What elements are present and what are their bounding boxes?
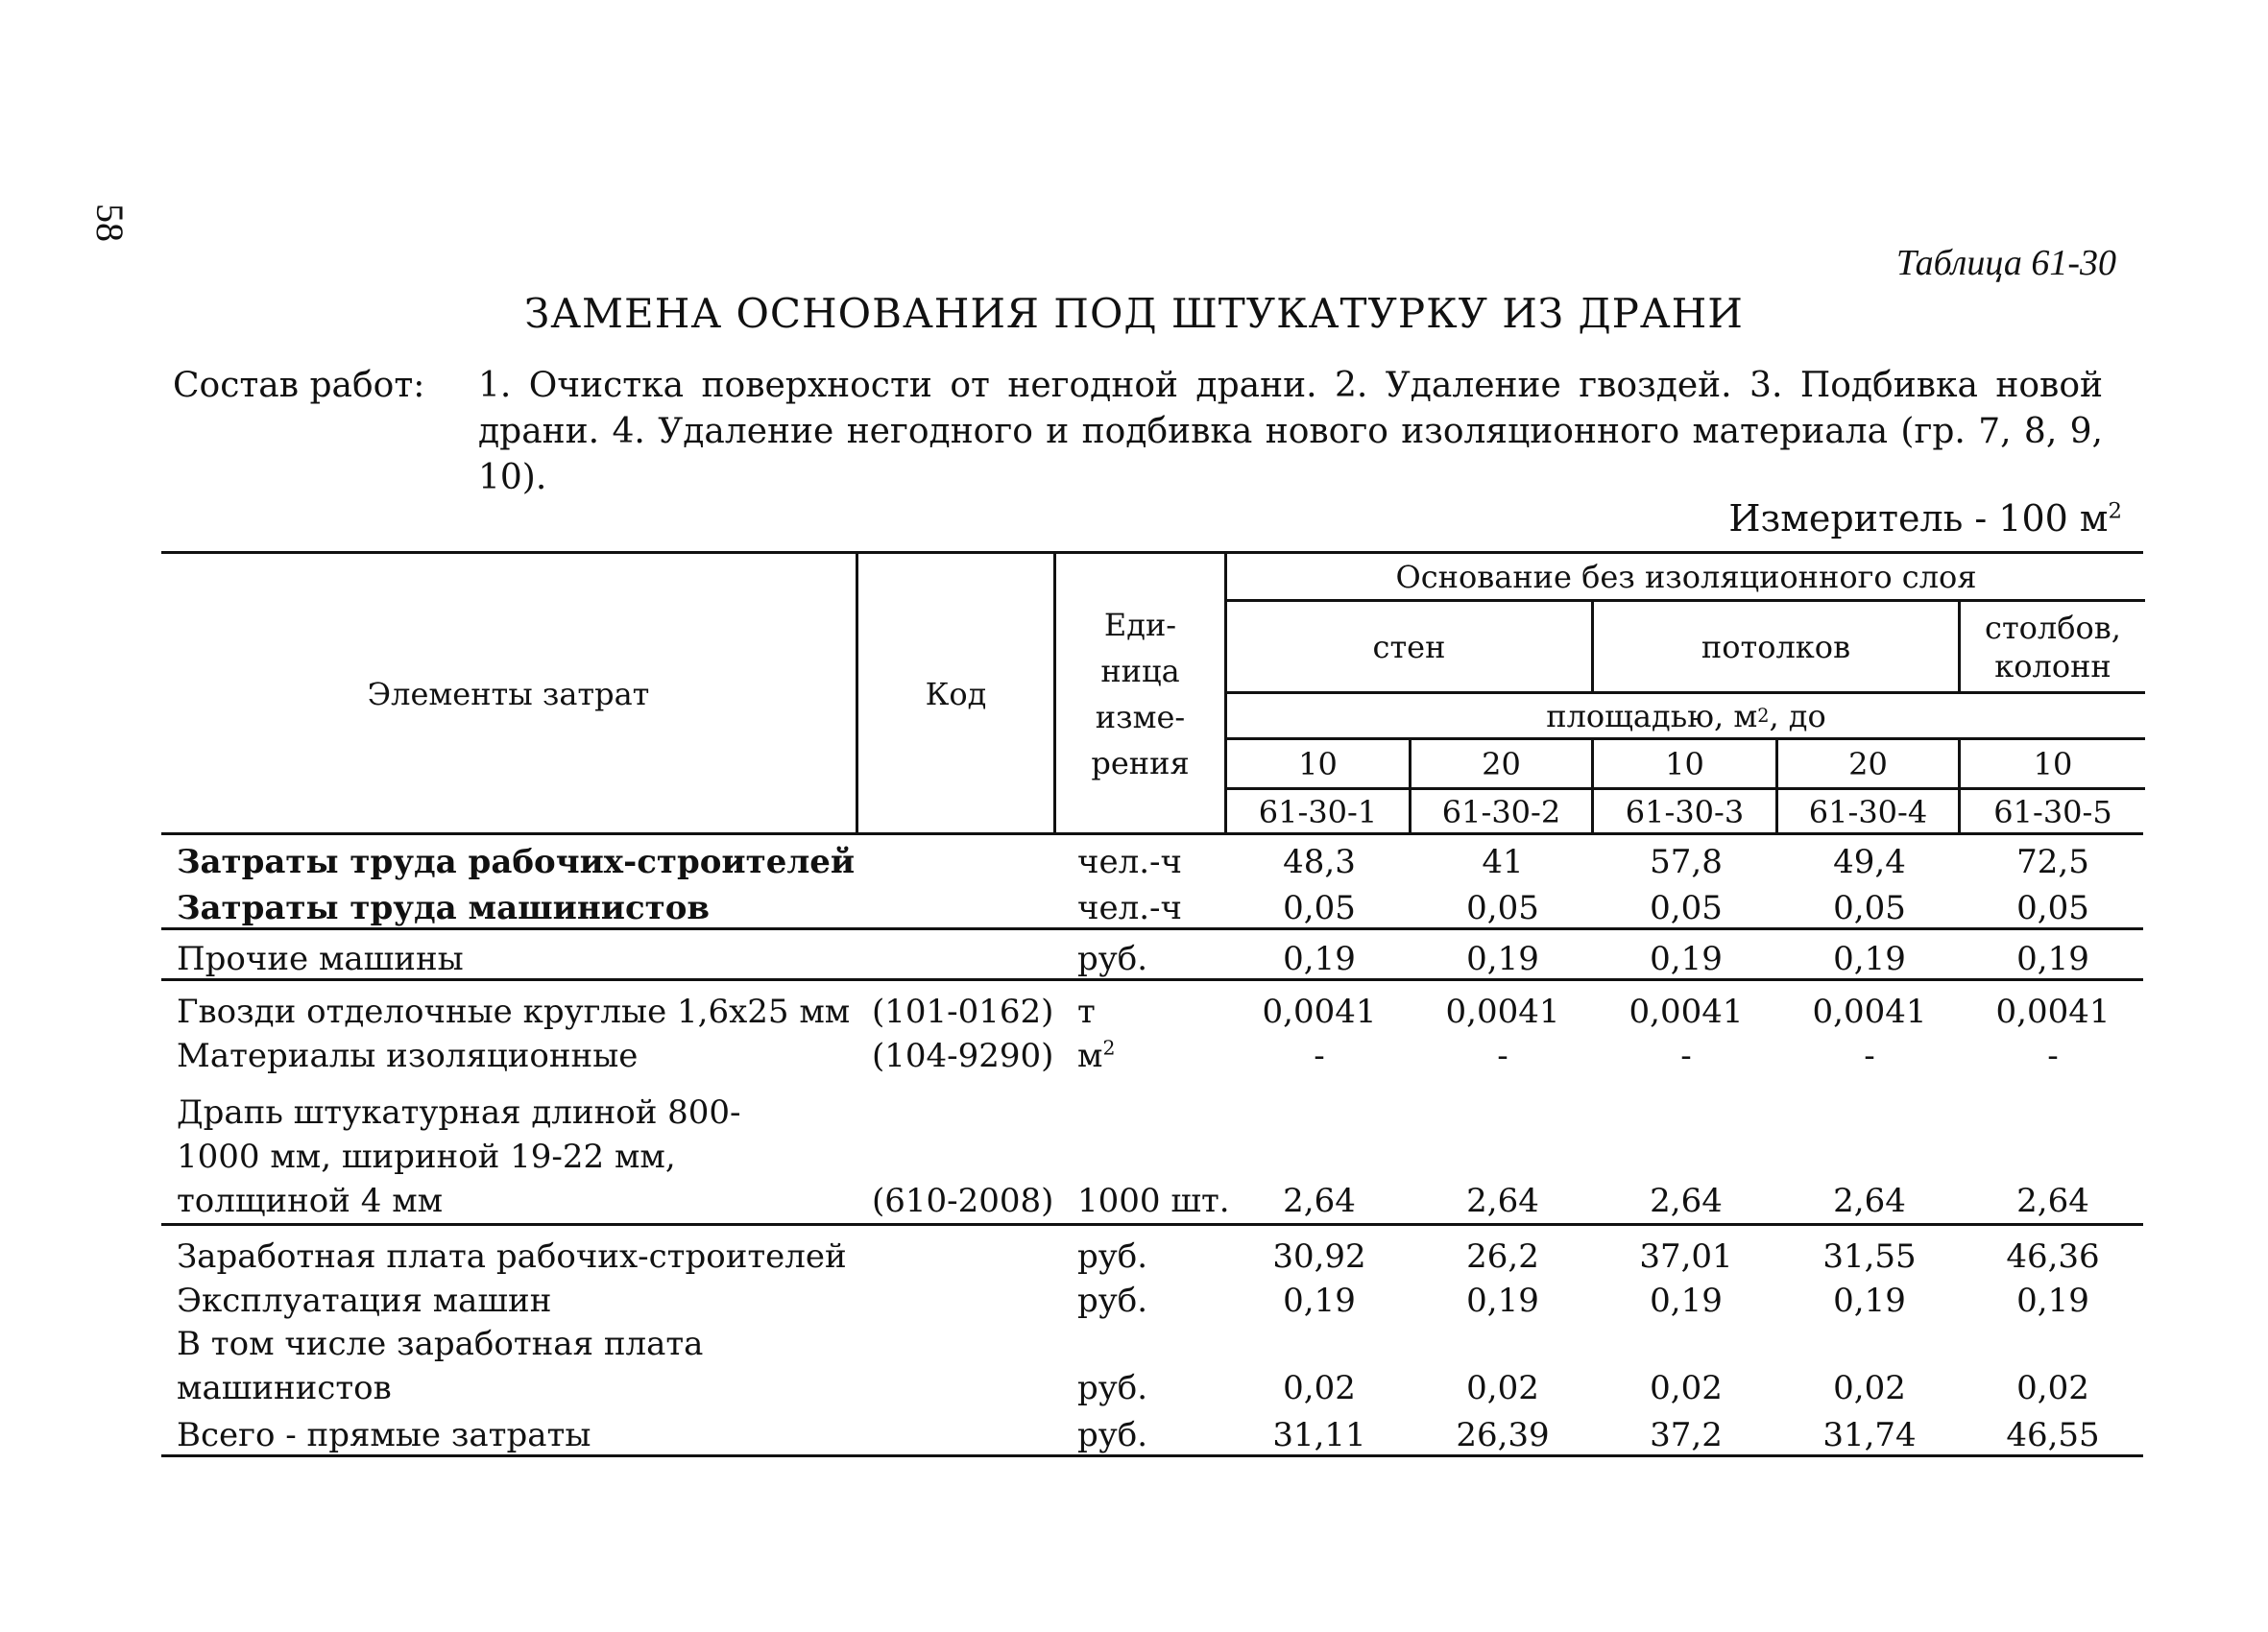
row-value: - xyxy=(1680,1037,1692,1075)
row-value: 49,4 xyxy=(1833,843,1906,881)
composition-text: 1. Очистка поверхности от негодной драни. 2. Удаление гвоздей. 3. Подбивка новой драни. 4. Удаление негодного и подбивка нового изоляционного материала (гр. 7, 8, 9, 10). xyxy=(478,366,2103,497)
row-value: 0,19 xyxy=(1466,940,1539,978)
row-value: 0,05 xyxy=(1283,889,1356,927)
header-norm-code: 61-30-5 xyxy=(1993,794,2112,830)
table-row xyxy=(161,1276,2143,1320)
row-value: 37,01 xyxy=(1639,1237,1733,1276)
table-row xyxy=(161,1031,2143,1075)
area-suffix: , до xyxy=(1769,697,1826,734)
row-value: 0,19 xyxy=(1650,1282,1723,1320)
row-name: Гвозди отделочные круглые 1,6x25 мм xyxy=(177,993,851,1031)
table-body xyxy=(161,835,2143,1457)
row-unit: руб. xyxy=(1077,1416,1148,1454)
row-code: (101-0162) xyxy=(872,993,1054,1031)
composition-label: Состав работ: xyxy=(173,366,425,405)
row-value: 0,02 xyxy=(1283,1369,1356,1407)
row-value: 0,02 xyxy=(1650,1369,1723,1407)
unit-sup: 2 xyxy=(1102,1036,1116,1060)
measure-unit xyxy=(1728,497,2122,540)
table-row xyxy=(161,835,2143,881)
header-unit: Еди-ница изме-рения xyxy=(1056,554,1227,834)
table-number: Таблица 61-30 xyxy=(1895,243,2116,283)
table-row xyxy=(161,881,2143,930)
row-value: 46,55 xyxy=(2006,1416,2100,1454)
row-value: - xyxy=(1497,1037,1508,1075)
row-value: 31,55 xyxy=(1822,1237,1917,1276)
row-unit xyxy=(1056,1037,1227,1075)
row-value: 0,05 xyxy=(2016,889,2089,927)
header-ceilings: потолков xyxy=(1594,602,1961,694)
row-name: В том числе заработная плата машинистов xyxy=(177,1325,704,1407)
row-value: - xyxy=(2047,1037,2059,1075)
header-area-value: 10 xyxy=(1227,740,1411,790)
row-code: (104-9290) xyxy=(872,1037,1054,1075)
row-value: - xyxy=(1314,1037,1325,1075)
row-value: 0,05 xyxy=(1833,889,1906,927)
row-unit: руб. xyxy=(1077,1369,1148,1407)
row-value: 30,92 xyxy=(1272,1237,1366,1276)
header-area: площадью, м 2 , до xyxy=(1227,694,2145,740)
area-prefix: площадью, м xyxy=(1546,697,1758,734)
table-row xyxy=(161,930,2143,981)
row-name: Всего - прямые затраты xyxy=(177,1416,591,1454)
row-unit: чел.-ч xyxy=(1077,889,1182,927)
row-value: 0,0041 xyxy=(1629,993,1744,1031)
row-unit: руб. xyxy=(1077,1282,1148,1320)
row-unit: т xyxy=(1077,993,1096,1031)
header-columns: столбов, колонн xyxy=(1961,602,2145,694)
row-value: 31,74 xyxy=(1822,1416,1917,1454)
header-walls: стен xyxy=(1227,602,1594,694)
row-name: Драпь штукатурная длиной 800-1000 мм, шириной 19-22 мм, толщиной 4 мм xyxy=(177,1093,741,1220)
header-area-value: 10 xyxy=(1961,740,2145,790)
row-value: 41 xyxy=(1482,843,1524,881)
row-value: 37,2 xyxy=(1650,1416,1723,1454)
work-composition xyxy=(173,363,2103,501)
row-name: Затраты труда машинистов xyxy=(177,889,711,927)
row-name: Материалы изоляционные xyxy=(177,1037,639,1075)
row-value: 0,0041 xyxy=(1995,993,2111,1031)
row-value: 31,11 xyxy=(1272,1416,1366,1454)
table-row xyxy=(161,1410,2143,1457)
header-norm-code: 61-30-2 xyxy=(1411,790,1594,834)
row-value: 0,19 xyxy=(2016,1282,2089,1320)
row-value: 26,2 xyxy=(1466,1237,1539,1276)
row-value: 0,19 xyxy=(1283,1282,1356,1320)
row-value: 0,19 xyxy=(1466,1282,1539,1320)
row-value: 0,05 xyxy=(1466,889,1539,927)
table-row xyxy=(161,981,2143,1031)
row-value: 0,19 xyxy=(1650,940,1723,978)
row-unit: руб. xyxy=(1077,1237,1148,1276)
row-code: (610-2008) xyxy=(872,1182,1054,1220)
page-title: ЗАМЕНА ОСНОВАНИЯ ПОД ШТУКАТУРКУ ИЗ ДРАНИ xyxy=(524,290,1744,337)
measure-sup: 2 xyxy=(2108,498,2122,524)
row-value: 2,64 xyxy=(2016,1182,2089,1220)
table-row xyxy=(161,1075,2143,1226)
row-name: Затраты труда рабочих-строителей xyxy=(177,843,856,881)
row-value: 0,19 xyxy=(1833,940,1906,978)
row-value: 0,05 xyxy=(1650,889,1723,927)
row-value: 2,64 xyxy=(1833,1182,1906,1220)
header-base: Основание без изоляционного слоя xyxy=(1227,554,2145,602)
row-value: 0,19 xyxy=(1283,940,1356,978)
row-unit: чел.-ч xyxy=(1077,843,1182,881)
row-value: - xyxy=(1864,1037,1875,1075)
table-header xyxy=(161,551,2143,835)
row-value: 48,3 xyxy=(1283,843,1356,881)
row-unit: 1000 шт. xyxy=(1077,1182,1230,1220)
table-row xyxy=(161,1320,2143,1410)
header-area-value: 20 xyxy=(1411,740,1594,790)
row-name: Прочие машины xyxy=(177,940,464,978)
table-row xyxy=(161,1226,2143,1276)
row-value: 0,19 xyxy=(1833,1282,1906,1320)
row-value: 26,39 xyxy=(1456,1416,1550,1454)
header-norm-code: 61-30-1 xyxy=(1227,790,1411,834)
row-value: 2,64 xyxy=(1283,1182,1356,1220)
header-code: Код xyxy=(858,554,1056,834)
measure-text: Измеритель - 100 м xyxy=(1728,497,2109,540)
header-norm-code: 61-30-4 xyxy=(1778,790,1961,834)
row-unit: руб. xyxy=(1077,940,1148,978)
row-value: 0,19 xyxy=(2016,940,2089,978)
unit-text: м xyxy=(1077,1037,1103,1075)
header-area-value: 10 xyxy=(1594,740,1778,790)
row-value: 46,36 xyxy=(2006,1237,2100,1276)
row-value: 72,5 xyxy=(2016,843,2089,881)
page-number: 58 xyxy=(88,204,132,242)
header-area-value: 20 xyxy=(1778,740,1961,790)
row-value: 0,02 xyxy=(2016,1369,2089,1407)
row-value: 2,64 xyxy=(1650,1182,1723,1220)
row-value: 0,02 xyxy=(1466,1369,1539,1407)
row-name: Заработная плата рабочих-строителей xyxy=(177,1237,847,1276)
header-norm-code: 61-30-3 xyxy=(1594,790,1778,834)
row-value: 0,0041 xyxy=(1262,993,1377,1031)
row-value: 0,02 xyxy=(1833,1369,1906,1407)
row-value: 0,0041 xyxy=(1812,993,1927,1031)
row-value: 2,64 xyxy=(1466,1182,1539,1220)
row-name: Эксплуатация машин xyxy=(177,1282,552,1320)
row-value: 0,0041 xyxy=(1445,993,1560,1031)
header-elements: Элементы затрат xyxy=(161,554,858,834)
row-value: 57,8 xyxy=(1650,843,1723,881)
